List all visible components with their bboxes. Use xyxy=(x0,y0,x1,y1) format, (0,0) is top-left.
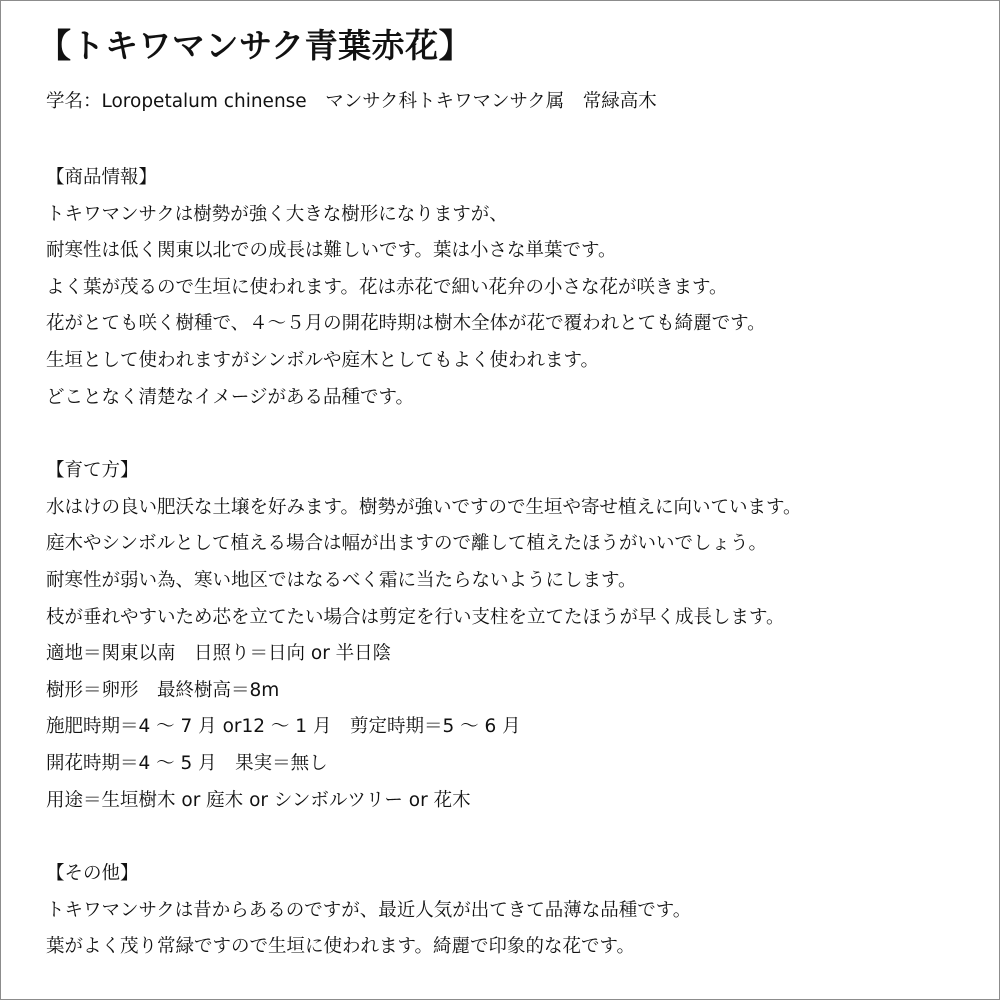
text-line: 耐寒性が弱い為、寒い地区ではなるべく霜に当たらないようにします。 xyxy=(46,569,637,591)
text-line: トキワマンサクは昔からあるのですが、最近人気が出てきて品薄な品種です。 xyxy=(46,899,692,921)
section-care-guide xyxy=(46,453,986,819)
page-title: 【トキワマンサク青葉赤花】 xyxy=(38,26,473,65)
section-heading: 【その他】 xyxy=(46,863,139,885)
text-line: 葉がよく茂り常緑ですので生垣に使われます。綺麗で印象的な花です。 xyxy=(46,936,636,958)
text-line: 庭木やシンボルとして植える場合は幅が出ますので離して植えたほうがいいでしょう。 xyxy=(46,533,768,555)
content-sections xyxy=(46,160,986,1003)
text-line: トキワマンサクは樹勢が強く大きな樹形になりますが、 xyxy=(46,203,508,225)
section-other xyxy=(46,856,986,966)
fertilizer-pruning-line: 施肥時期＝4 ～ 7 月 or12 ～ 1 月 剪定時期＝5 ～ 6 月 xyxy=(46,716,521,738)
section-heading: 【育て方】 xyxy=(46,460,139,482)
flowering-fruit-line: 開花時期＝4 ～ 5 月 果実＝無し xyxy=(46,752,328,774)
text-line: 花がとても咲く樹種で、４～５月の開花時期は樹木全体が花で覆われとても綺麗です。 xyxy=(46,313,766,335)
text-line: 生垣として使われますがシンボルや庭木としてもよく使われます。 xyxy=(46,349,600,371)
usage-line: 用途＝生垣樹木 or 庭木 or シンボルツリー or 花木 xyxy=(46,789,471,811)
tree-shape-line: 樹形＝卵形 最終樹高＝8m xyxy=(46,679,280,701)
section-product-info xyxy=(46,160,986,416)
suitable-area-line: 適地＝関東以南 日照り＝日向 or 半日陰 xyxy=(46,643,392,665)
text-line: 耐寒性は低く関東以北での成長は難しいです。葉は小さな単葉です。 xyxy=(46,240,617,262)
text-line: よく葉が茂るので生垣に使われます。花は赤花で細い花弁の小さな花が咲きます。 xyxy=(46,276,728,298)
text-line: 水はけの良い肥沃な土壌を好みます。樹勢が強いですので生垣や寄せ植えに向いています。 xyxy=(46,496,802,518)
section-heading: 【商品情報】 xyxy=(46,167,158,188)
text-line: 枝が垂れやすいため芯を立てたい場合は剪定を行い支柱を立てたほうが早く成長します。 xyxy=(46,606,785,628)
text-line: どことなく清楚なイメージがある品種です。 xyxy=(46,386,414,408)
scientific-name-line: 学名：Loropetalum chinense マンサク科トキワマンサク属 常緑高木 xyxy=(46,91,657,112)
